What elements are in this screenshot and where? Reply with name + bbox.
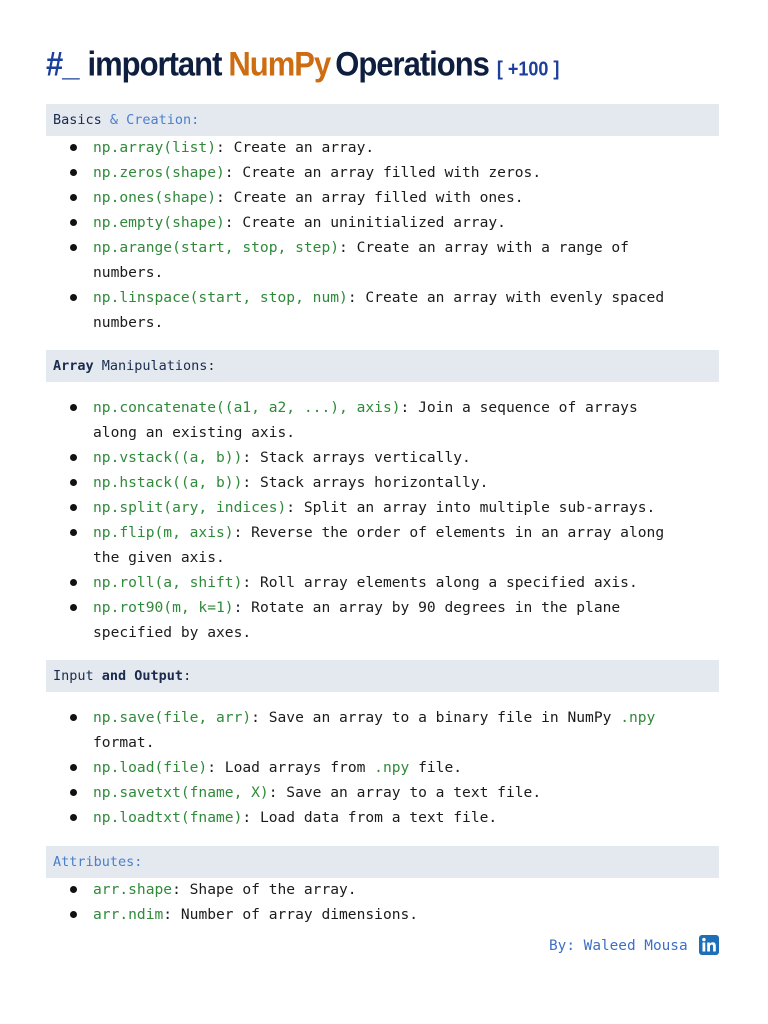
list-attributes (0, 877, 768, 927)
function-description: : Number of array dimensions. (163, 906, 419, 923)
list-item (0, 160, 768, 185)
function-description: : Rotate an array by 90 degrees in the plane (233, 599, 621, 616)
function-description-continued: numbers. (93, 264, 164, 281)
bullet-icon (70, 529, 77, 536)
bullet-icon (70, 886, 77, 893)
title-brand-numpy: NumPy (228, 44, 331, 84)
bullet-icon (70, 764, 77, 771)
title-count-tag: [ +100 ] (496, 57, 560, 80)
list-item (0, 520, 768, 570)
function-description: : Save an array to a text file. (268, 784, 542, 801)
list-item (0, 570, 768, 595)
function-description: : Reverse the order of elements in an array along (233, 524, 665, 541)
list-basics-creation (0, 135, 768, 335)
function-code: np.flip(m, axis) (93, 524, 234, 541)
bullet-icon (70, 454, 77, 461)
function-code: np.linspace(start, stop, num) (93, 289, 348, 306)
bullet-icon (70, 789, 77, 796)
function-code: np.split(ary, indices) (93, 499, 287, 516)
list-item (0, 395, 768, 445)
function-description-continued: the given axis. (93, 549, 225, 566)
list-array-manipulations (0, 395, 768, 645)
list-item (0, 235, 768, 285)
function-description: : Load arrays from (207, 759, 375, 776)
list-item (0, 755, 768, 780)
function-description: : Join a sequence of arrays (400, 399, 638, 416)
page-title (46, 44, 559, 98)
bullet-icon (70, 144, 77, 151)
function-description: : Roll array elements along a specified axis. (242, 574, 638, 591)
bullet-icon (70, 194, 77, 201)
heading-part: : (183, 668, 192, 684)
function-description: : Load data from a text file. (242, 809, 498, 826)
function-code: np.rot90(m, k=1) (93, 599, 234, 616)
list-item (0, 495, 768, 520)
bullet-icon (70, 579, 77, 586)
file-extension-code: .npy (374, 759, 410, 776)
function-code: np.concatenate((a1, a2, ...), axis) (93, 399, 401, 416)
file-extension-code: .npy (620, 709, 656, 726)
function-description: : Create an array filled with ones. (216, 189, 524, 206)
bullet-icon (70, 604, 77, 611)
list-item (0, 780, 768, 805)
function-code: np.zeros(shape) (93, 164, 225, 181)
section-heading-array-manipulations (46, 350, 719, 382)
function-description-continued: format. (93, 734, 155, 751)
function-code: arr.ndim (93, 906, 164, 923)
heading-part: Input (53, 668, 102, 684)
function-code: np.array(list) (93, 139, 217, 156)
function-code: np.empty(shape) (93, 214, 225, 231)
bullet-icon (70, 244, 77, 251)
list-item (0, 135, 768, 160)
section-heading-attributes (46, 846, 719, 878)
bullet-icon (70, 294, 77, 301)
bullet-icon (70, 714, 77, 721)
bullet-icon (70, 219, 77, 226)
function-description: : Create an array. (216, 139, 375, 156)
list-input-output (0, 705, 768, 830)
function-code: np.vstack((a, b)) (93, 449, 243, 466)
function-code: np.arange(start, stop, step) (93, 239, 340, 256)
bullet-icon (70, 814, 77, 821)
function-description-continued: numbers. (93, 314, 164, 331)
function-description-continued: along an existing axis. (93, 424, 296, 441)
function-description: : Create an array with evenly spaced (347, 289, 665, 306)
heading-part: Attributes: (53, 854, 143, 870)
function-description: : Split an array into multiple sub-arrays. (286, 499, 656, 516)
bullet-icon (70, 911, 77, 918)
function-code: np.roll(a, shift) (93, 574, 243, 591)
title-hash: #_ (46, 44, 79, 84)
function-description: : Stack arrays horizontally. (242, 474, 489, 491)
function-description-tail: file. (409, 759, 463, 776)
function-description: : Shape of the array. (172, 881, 357, 898)
heading-part: Array (53, 358, 94, 374)
list-item (0, 902, 768, 927)
section-heading-input-output (46, 660, 719, 692)
list-item (0, 705, 768, 755)
list-item (0, 185, 768, 210)
heading-part: Manipulations: (93, 358, 216, 374)
function-code: np.ones(shape) (93, 189, 217, 206)
function-code: np.save(file, arr) (93, 709, 252, 726)
bullet-icon (70, 169, 77, 176)
title-word-operations: Operations (335, 44, 489, 84)
list-item (0, 595, 768, 645)
function-code: arr.shape (93, 881, 173, 898)
function-code: np.load(file) (93, 759, 208, 776)
list-item (0, 877, 768, 902)
section-heading-basics-creation (46, 104, 719, 136)
bullet-icon (70, 504, 77, 511)
list-item (0, 805, 768, 830)
function-description: : Create an array with a range of (339, 239, 629, 256)
title-word-important: important (87, 44, 222, 84)
function-description-continued: specified by axes. (93, 624, 252, 641)
bullet-icon (70, 479, 77, 486)
function-description: : Create an array filled with zeros. (224, 164, 542, 181)
function-code: np.loadtxt(fname) (93, 809, 243, 826)
author-byline: By: Waleed Mousa (549, 938, 688, 954)
bullet-icon (70, 404, 77, 411)
list-item (0, 445, 768, 470)
heading-part: Basics (53, 112, 102, 128)
heading-part: & Creation: (101, 112, 200, 128)
list-item (0, 210, 768, 235)
list-item (0, 470, 768, 495)
heading-part: and Output (101, 668, 184, 684)
function-description: : Create an uninitialized array. (224, 214, 506, 231)
function-code: np.hstack((a, b)) (93, 474, 243, 491)
function-description: : Stack arrays vertically. (242, 449, 471, 466)
list-item (0, 285, 768, 335)
function-code: np.savetxt(fname, X) (93, 784, 269, 801)
linkedin-icon[interactable] (699, 935, 719, 955)
function-description: : Save an array to a binary file in NumPy (251, 709, 621, 726)
